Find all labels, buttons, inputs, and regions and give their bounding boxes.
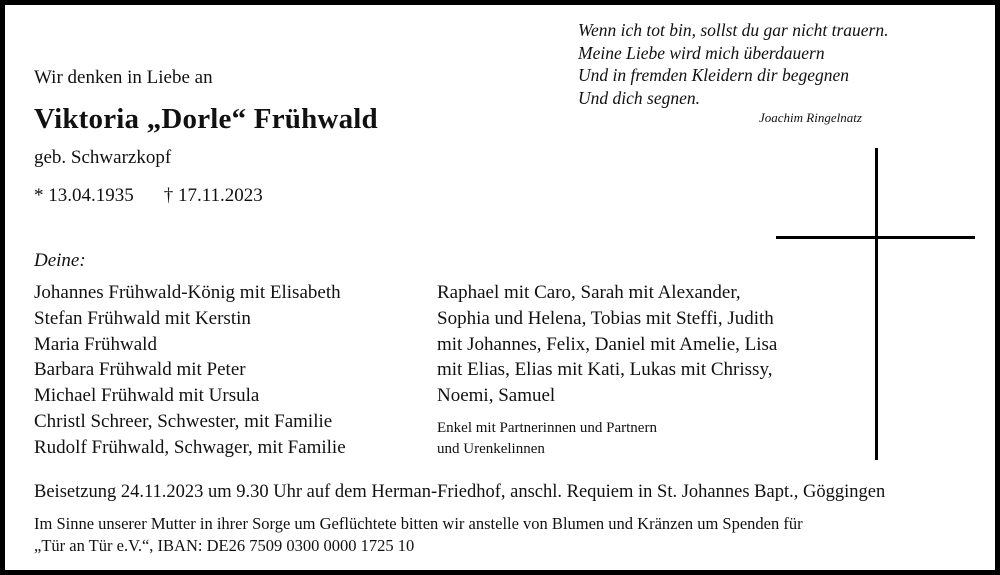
donation-line: Im Sinne unserer Mutter in ihrer Sorge um Geflüchtete bitten wir anstelle von Blumen und Kränzen um Spenden für (34, 514, 803, 533)
poem-line: Und in fremden Kleidern dir begegnen (578, 65, 850, 85)
family-list (34, 280, 346, 461)
cross-icon (875, 148, 878, 460)
birth-date: * 13.04.1935 (34, 185, 134, 206)
grandchildren-line: Sophia und Helena, Tobias mit Steffi, Judith (437, 307, 774, 329)
donation-line: „Tür an Tür e.V.“, IBAN: DE26 7509 0300 0000 1725 10 (34, 536, 415, 555)
funeral-info: Beisetzung 24.11.2023 um 9.30 Uhr auf dem Herman-Friedhof, anschl. Requiem in St. Johannes Bapt., Göggingen (34, 482, 886, 502)
list-item: Rudolf Frühwald, Schwager, mit Familie (34, 436, 346, 458)
grandchildren-note-line: Enkel mit Partnerinnen und Partnern (437, 420, 657, 436)
list-item: Christl Schreer, Schwester, mit Familie (34, 410, 333, 432)
poem-line: Wenn ich tot bin, sollst du gar nicht trauern. (578, 20, 889, 40)
poem-line: Meine Liebe wird mich überdauern (578, 42, 825, 63)
poem (578, 19, 888, 109)
list-item: Maria Frühwald (34, 333, 157, 355)
donation-note (34, 513, 803, 557)
poem-line: Und dich segnen. (578, 87, 700, 108)
life-dates (34, 185, 263, 207)
grandchildren-note (437, 418, 657, 460)
birth-name: geb. Schwarzkopf (34, 147, 172, 168)
death-date: † 17.11.2023 (163, 185, 263, 206)
grandchildren-line: Raphael mit Caro, Sarah mit Alexander, (437, 282, 741, 303)
obituary-card (5, 5, 995, 570)
grandchildren-line: mit Elias, Elias mit Kati, Lukas mit Chrissy, (437, 359, 773, 381)
poem-author: Joachim Ringelnatz (759, 110, 862, 125)
list-item: Johannes Frühwald-König mit Elisabeth (34, 282, 341, 303)
deceased-name: Viktoria „Dorle“ Frühwald (34, 103, 378, 135)
grandchildren-line: mit Johannes, Felix, Daniel mit Amelie, Lisa (437, 333, 778, 355)
grandchildren-line: Noemi, Samuel (437, 385, 556, 407)
intro-text: Wir denken in Liebe an (34, 67, 213, 88)
list-item: Michael Frühwald mit Ursula (34, 385, 260, 407)
mourners-heading: Deine: (34, 250, 86, 271)
grandchildren-note-line: und Urenkelinnen (437, 441, 545, 457)
cross-icon-bar (776, 236, 975, 239)
grandchildren-list (437, 280, 777, 409)
list-item: Barbara Frühwald mit Peter (34, 359, 246, 381)
list-item: Stefan Frühwald mit Kerstin (34, 307, 251, 329)
